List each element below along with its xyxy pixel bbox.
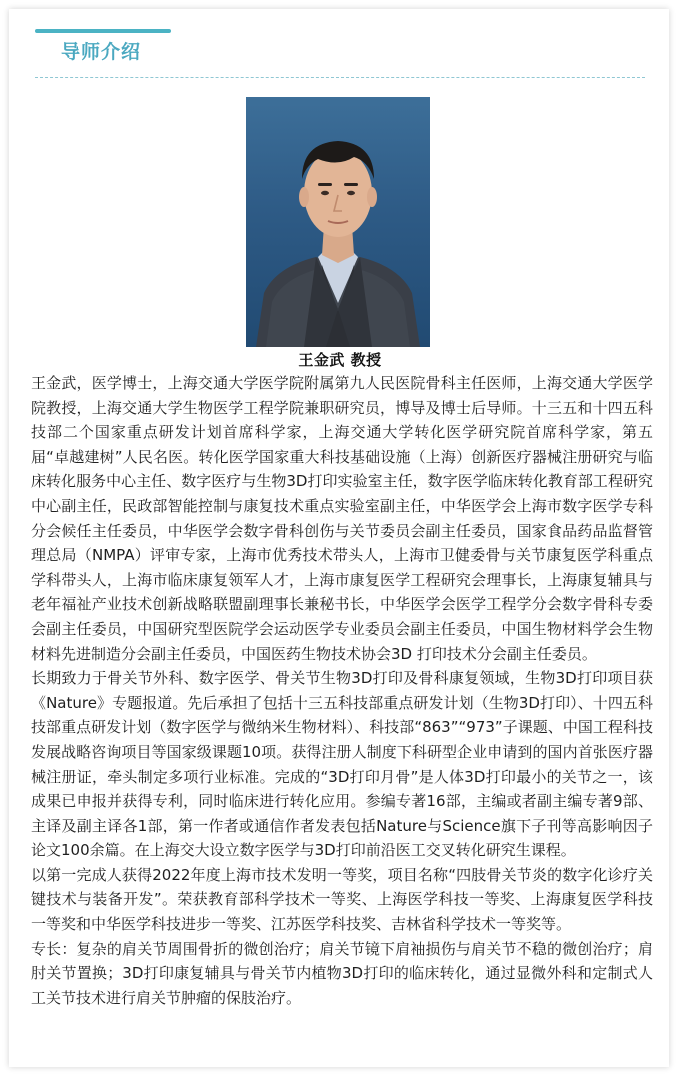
portrait-illustration — [246, 97, 430, 347]
bio-paragraph-awards: 以第一完成人获得2022年度上海市技术发明一等奖，项目名称“四肢骨关节炎的数字化诊疗关键技术与装备开发”。荣获教育部科学技术一等奖、上海医学科技一等奖、上海康复医学科技一等奖和中华医学科技进步一等奖、江苏医学科技奖、吉林省科学技术一等奖等。 — [31, 865, 653, 934]
biography-text — [31, 371, 653, 1010]
section-header-bar — [35, 29, 171, 33]
bio-paragraph-profile: 王金武，医学博士，上海交通大学医学院附属第九人民医院骨科主任医师，上海交通大学医学院教授，上海交通大学生物医学工程学院兼职研究员，博导及博士后导师。十三五和十四五科技部二个国家重点研发计划首席科学家，上海交通大学转化医学研究院首席科学家，第五届“卓越建树”人民名医。转化医学国家重大科技基础设施（上海）创新医疗器械注册研究与临床转化服务中心主任、数字医疗与生物3D打印实验室主任，数字医学临床转化教育部工程研究中心副主任，民政部智能控制与康复技术重点实验室副主任，中华医学会上海市数字医学专科分会候任主任委员，中华医学会数字骨科创伤与关节委员会副主任委员，国家食品药品监督管理总局（NMPA）评审专家，上海市优秀技术带头人，上海市卫健委骨与关节康复医学科重点学科带头人，上海市临床康复领军人才，上海市康复医学工程研究会理事长，上海康复辅具与老年福祉产业技术创新战略联盟副理事长兼秘书长，中华医学会医学工程学分会数字骨科专委会副主任委员，中国研究型医院学会运动医学专业委员会副主任委员，中国生物材料学会生物材料先进制造分会副主任委员，中国医药生物技术协会3D 打印技术分会副主任委员。 — [31, 374, 653, 663]
bio-paragraph-research: 长期致力于骨关节外科、数字医学、骨关节生物3D打印及骨科康复领域，生物3D打印项目获《Nature》专题报道。先后承担了包括十三五科技部重点研发计划（生物3D打印）、十四五科技部重点研发计划（数字医学与微纳米生物材料）、科技部“863”“973”子课题、中国工程科技发展战略咨询项目等国家级课题10项。获得注册人制度下科研型企业申请到的国内首张医疗器械注册证，牵头制定多项行业标准。完成的“3D打印月骨”是人体3D打印最小的关节之一，该成果已申报并获得专利，同时临床进行转化应用。参编专著16部，主编或者副主编专著9部、主译及副主译各1部，第一作者或通信作者发表包括Nature与Science旗下子刊等高影响因子论文100余篇。在上海交大设立数字医学与3D打印前沿医工交叉转化研究生课程。 — [31, 669, 653, 860]
section-title: 导师介绍 — [61, 41, 142, 63]
portrait-photo — [246, 97, 430, 347]
bio-paragraph-expertise: 专长：复杂的肩关节周围骨折的微创治疗；肩关节镜下肩袖损伤与肩关节不稳的微创治疗；肩肘关节置换；3D打印康复辅具与骨关节内植物3D打印的临床转化，通过显微外科和定制式人工关节技术进行肩关节肿瘤的保肢治疗。 — [31, 939, 653, 1007]
section-divider — [35, 77, 645, 78]
photo-caption: 王金武 教授 — [298, 351, 382, 369]
